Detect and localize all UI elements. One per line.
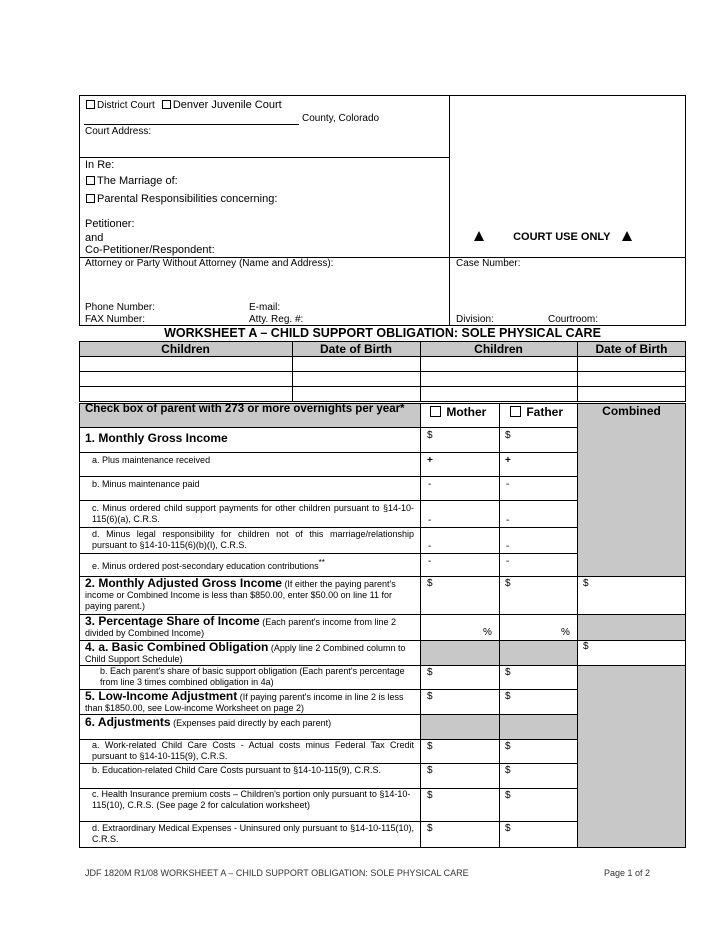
line-3-title: 3. Percentage Share of Income: [85, 614, 260, 628]
line-2-title: 2. Monthly Adjusted Gross Income: [85, 576, 282, 590]
line-2-rest: (If either the paying parent's income or Combined Income is less than $850.00, enter $50.00 on line 11 for paying parent.): [85, 579, 396, 611]
phone-label: Phone Number:: [85, 302, 156, 313]
line-6c-mother-dollar: $: [427, 790, 433, 801]
line-6a-mother-dollar: $: [427, 741, 433, 752]
line-6-title: 6. Adjustments: [85, 715, 171, 729]
dob-header-1: Date of Birth: [320, 342, 392, 356]
line-1e-father-minus: -: [506, 556, 510, 567]
case-number-label: Case Number:: [456, 258, 521, 269]
line-1a-mother-plus: +: [427, 455, 433, 466]
line-6b-label: b. Education-related Child Care Costs pursuant to §14-10-115(9), C.R.S.: [92, 765, 381, 775]
line-6a-father-dollar: $: [505, 741, 511, 752]
children-row-line: [79, 371, 686, 372]
line-4a-text: [85, 642, 415, 665]
line-4b-mother-dollar: $: [427, 667, 433, 678]
line-2-text: [85, 578, 415, 612]
row-line: [79, 452, 577, 453]
county-line: [84, 124, 299, 125]
marriage-label: The Marriage of:: [97, 175, 178, 187]
line-3-father-percent: %: [561, 627, 570, 638]
footer-page: Page 1 of 2: [604, 868, 651, 878]
row-line: [79, 527, 577, 528]
division-label: Division:: [456, 314, 494, 325]
denver-juvenile-checkbox[interactable]: [162, 100, 171, 109]
address-separator: [79, 157, 449, 158]
atty-reg-label: Atty. Reg. #:: [249, 314, 304, 325]
check-box-instruction: Check box of parent with 273 or more overnights per year*: [85, 403, 405, 415]
row-line: [79, 821, 577, 822]
line-1e-row: [92, 557, 325, 572]
row-line: [79, 476, 577, 477]
line-6b-mother-dollar: $: [427, 765, 433, 776]
caption-divider: [449, 95, 450, 326]
footer-form-id: JDF 1820M R1/08 WORKSHEET A – CHILD SUPPORT OBLIGATION: SOLE PHYSICAL CARE: [85, 868, 469, 878]
line-3-mother-percent: %: [483, 627, 492, 638]
line-1a-father-plus: +: [505, 455, 511, 466]
line-3-rest: (Each parent's income from line 2 divided by Combined Income): [85, 617, 397, 638]
line-6d-father-dollar: $: [505, 823, 511, 834]
line-4a-title: 4. a. Basic Combined Obligation: [85, 640, 269, 654]
line-1e-footnote-mark: **: [318, 558, 325, 567]
row-line: [79, 427, 577, 428]
line-5-mother-dollar: $: [427, 691, 433, 702]
mother-label: Mother: [446, 405, 487, 419]
col-line: [499, 403, 500, 848]
line-5-title: 5. Low-Income Adjustment: [85, 689, 238, 703]
attorney-label: Attorney or Party Without Attorney (Name and Address):: [85, 258, 334, 269]
mother-checkbox[interactable]: [430, 406, 441, 417]
line-6d-mother-dollar: $: [427, 823, 433, 834]
denver-juvenile-label: Denver Juvenile Court: [172, 99, 282, 111]
line-1d-mother-minus: -: [428, 541, 432, 552]
combined-header: Combined: [602, 404, 661, 418]
county-label: County, Colorado: [302, 113, 380, 124]
line-1e-label: e. Minus ordered post-secondary education contributions: [92, 561, 319, 571]
line-1c-label: c. Minus ordered child support payments for other children pursuant to §14-10-115(6)(a), C.R.S.: [92, 503, 414, 524]
line-6a-label: a. Work-related Child Care Costs - Actual costs minus Federal Tax Credit pursuant to §14-10-115(9), C.R.S.: [92, 740, 414, 761]
father-label: Father: [526, 405, 564, 419]
parental-label: Parental Responsibilities concerning:: [97, 193, 278, 205]
line-6-text: [85, 717, 415, 729]
father-checkbox[interactable]: [510, 406, 521, 417]
row-line: [79, 500, 577, 501]
line-6c-label: c. Health Insurance premium costs – Children's portion only pursuant to §14-10-115(10), C.R.S. (See page 2 for calculation worksheet): [92, 789, 411, 810]
line-1b-label: b. Minus maintenance paid: [92, 479, 200, 489]
worksheet-title: WORKSHEET A – CHILD SUPPORT OBLIGATION: SOLE PHYSICAL CARE: [164, 326, 601, 340]
court-type-row: [86, 99, 282, 112]
triangle-right-icon: [622, 231, 632, 241]
line-6-rest: (Expenses paid directly by each parent): [173, 718, 332, 728]
line-3-text: [85, 616, 415, 639]
line-4b-label: b. Each parent's share of basic support obligation (Each parent's percentage from line 3 times combined obligation in 4a): [100, 666, 405, 687]
row-line: [79, 763, 577, 764]
line-1d-father-minus: -: [506, 541, 510, 552]
co-petitioner-label: Co-Petitioner/Respondent:: [85, 244, 215, 256]
dob-header-2: Date of Birth: [595, 342, 668, 356]
line-2-father-dollar: $: [505, 578, 511, 589]
col-line: [420, 403, 421, 848]
line-2-mother-dollar: $: [427, 578, 433, 589]
line-1-mother-dollar: $: [427, 430, 433, 441]
court-address-label: Court Address:: [85, 126, 152, 137]
marriage-checkbox[interactable]: [86, 176, 95, 185]
line-4b-father-dollar: $: [505, 667, 511, 678]
line-5-father-dollar: $: [505, 691, 511, 702]
col-line: [577, 403, 578, 848]
line-4a-rest: (Apply line 2 Combined column to Child Support Schedule): [85, 643, 406, 664]
row-line: [79, 553, 577, 554]
line-6b-father-dollar: $: [505, 765, 511, 776]
line-4a-combined-dollar: $: [583, 641, 589, 652]
fax-label: FAX Number:: [85, 314, 146, 325]
parental-row: [86, 193, 277, 206]
line-1-father-dollar: $: [505, 430, 511, 441]
children-row-line: [79, 386, 686, 387]
line-1b-father-minus: -: [506, 479, 510, 490]
line-1b-mother-minus: -: [428, 479, 432, 490]
line-1d-label: d. Minus legal responsibility for children not of this marriage/relationship pursuant to §14-10-115(6)(b)(I), C.R.S.: [92, 529, 414, 550]
father-header: [510, 405, 563, 419]
line-2-combined-dollar: $: [583, 578, 589, 589]
line-6c-father-dollar: $: [505, 790, 511, 801]
caption-box: [79, 95, 686, 326]
line-5-rest: (If paying parent's income in line 2 is less than $1850.00, see Low-income Worksheet on page 2): [85, 692, 404, 713]
court-use-only-label: COURT USE ONLY: [513, 231, 611, 243]
parental-checkbox[interactable]: [86, 194, 95, 203]
line-1c-mother-minus: -: [428, 515, 432, 526]
children-header-2: Children: [474, 342, 523, 356]
line-1-label: 1. Monthly Gross Income: [85, 431, 228, 445]
line-1c-father-minus: -: [506, 515, 510, 526]
in-re-label: In Re:: [85, 159, 115, 171]
line-6d-label: d. Extraordinary Medical Expenses - Uninsured only pursuant to §14-10-115(10), C.R.S.: [92, 823, 414, 844]
line-5-text: [85, 691, 415, 714]
email-label: E-mail:: [249, 302, 281, 313]
children-header-1: Children: [161, 342, 210, 356]
marriage-row: [86, 175, 178, 188]
triangle-left-icon: [474, 231, 484, 241]
petitioner-label: Petitioner:: [85, 218, 135, 230]
district-court-label: District Court: [97, 100, 155, 111]
line-1a-label: a. Plus maintenance received: [92, 455, 211, 465]
courtroom-label: Courtroom:: [548, 314, 599, 325]
and-label: and: [85, 232, 104, 244]
district-court-checkbox[interactable]: [86, 100, 95, 109]
mother-header: [430, 405, 486, 419]
children-row-line: [79, 356, 686, 357]
court-use-only: [474, 231, 632, 244]
line-1e-mother-minus: -: [428, 556, 432, 567]
